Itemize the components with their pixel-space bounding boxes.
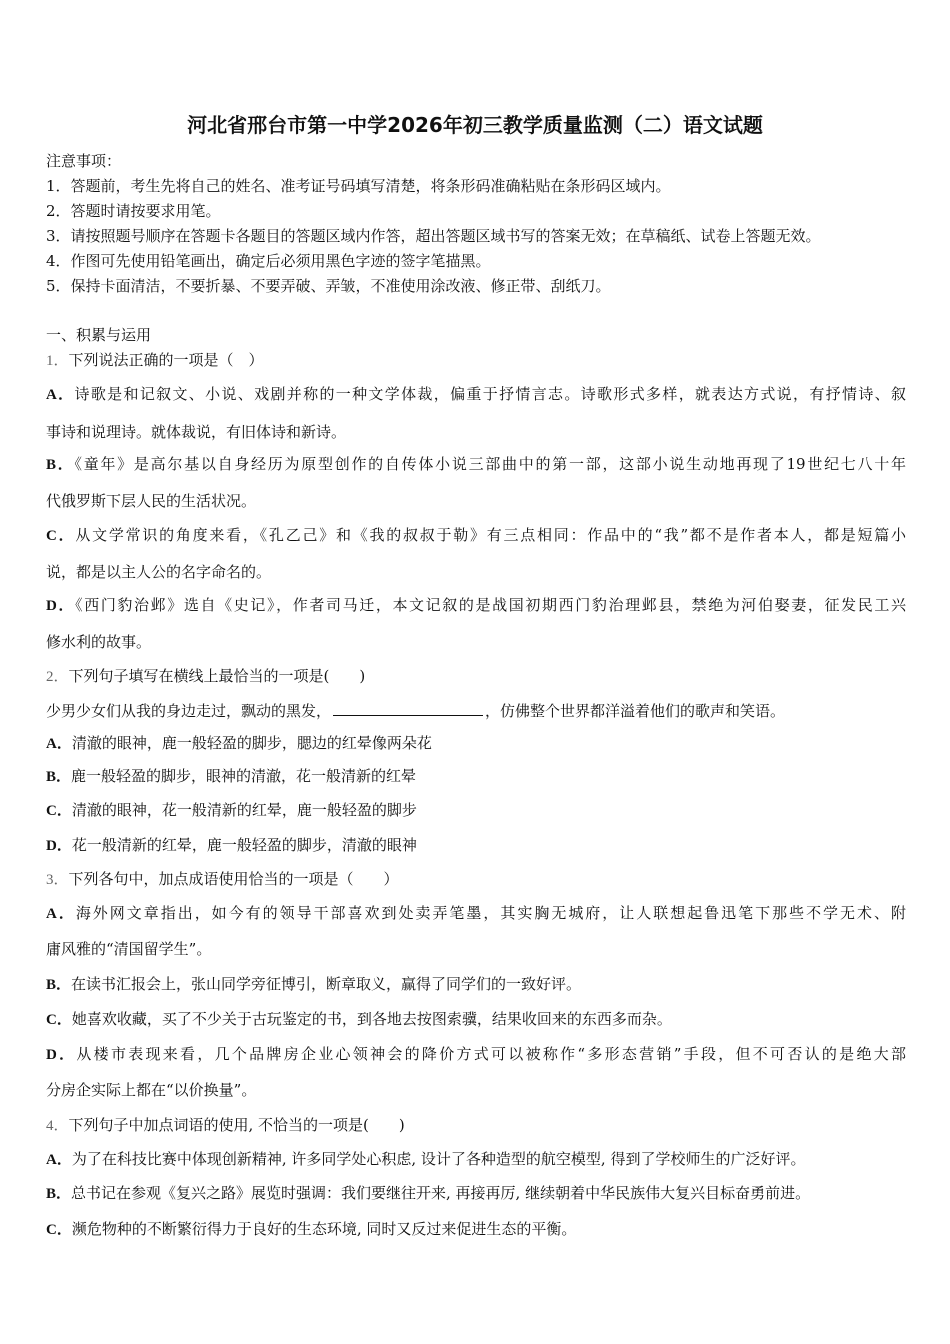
option-text: 她喜欢收藏，买了不少关于古玩鉴定的书，到各地去按图索骥，结果收回来的东西多而杂。 bbox=[71, 1010, 672, 1028]
option-label: B． bbox=[46, 1186, 72, 1202]
option-label: C． bbox=[46, 1222, 72, 1238]
question-number: 2． bbox=[46, 669, 69, 685]
option-text: 总书记在参观《复兴之路》展览时强调：我们要继往开来, 再接再厉, 继续朝着中华民族伟大复兴目标奋勇前进。 bbox=[71, 1184, 811, 1202]
option-text: 清澈的眼神，花一般清新的红晕，鹿一般轻盈的脚步 bbox=[71, 801, 417, 819]
question-number: 3． bbox=[46, 872, 69, 888]
question-text: 下列各句中，加点成语使用恰当的一项是（ ） bbox=[68, 870, 399, 888]
sentence-after: ，仿佛整个世界都洋溢着他们的歌声和笑语。 bbox=[485, 702, 786, 720]
option-label: D． bbox=[46, 1047, 77, 1063]
option-d bbox=[46, 836, 417, 855]
question-2-sentence bbox=[46, 701, 785, 720]
notice-item: 3．请按照题号顺序在答题卡各题目的答题区域内作答，超出答题区域书写的答案无效；在草稿纸、试卷上答题无效。 bbox=[46, 227, 821, 245]
question-number: 1． bbox=[46, 353, 69, 369]
notice-item: 5．保持卡面清洁，不要折暴、不要弄破、弄皱，不准使用涂改液、修正带、刮纸刀。 bbox=[46, 277, 611, 295]
option-label: C． bbox=[46, 528, 76, 544]
section-heading: 一、积累与运用 bbox=[46, 326, 152, 344]
option-label: A． bbox=[46, 1152, 72, 1168]
option-text: 花一般清新的红晕，鹿一般轻盈的脚步，清澈的眼神 bbox=[71, 836, 417, 854]
option-label: A． bbox=[46, 736, 72, 752]
option-c bbox=[46, 526, 906, 545]
option-d-cont: 分房企实际上都在“以价换量”。 bbox=[46, 1081, 257, 1099]
option-text: 海外网文章指出，如今有的领导干部喜欢到处卖弄笔墨，其实胸无城府，让人联想起鲁迅笔下那些不学无术、附 bbox=[75, 904, 906, 922]
option-a bbox=[46, 385, 906, 404]
option-text: 诗歌是和记叙文、小说、戏剧并称的一种文学体裁，偏重于抒情言志。诗歌形式多样，就表达方式说，有抒情诗、叙 bbox=[74, 385, 906, 403]
question-text: 下列句子中加点词语的使用, 不恰当的一项是( ) bbox=[68, 1116, 405, 1134]
option-label: A． bbox=[46, 906, 76, 922]
option-a-cont: 事诗和说理诗。就体裁说，有旧体诗和新诗。 bbox=[46, 423, 347, 441]
option-label: D． bbox=[46, 598, 76, 614]
notice-item: 4．作图可先使用铅笔画出，确定后必须用黑色字迹的签字笔描黑。 bbox=[46, 252, 491, 270]
option-b bbox=[46, 1184, 810, 1203]
sentence-before: 少男少女们从我的身边走过，飘动的黑发， bbox=[46, 702, 332, 720]
fill-blank bbox=[333, 701, 483, 716]
option-label: B． bbox=[46, 977, 72, 993]
option-b bbox=[46, 455, 906, 474]
option-text: 从楼市表现来看，几个品牌房企业心领神会的降价方式可以被称作“多形态营销”手段，但不可否认的是绝大部 bbox=[76, 1045, 906, 1063]
option-b-cont: 代俄罗斯下层人民的生活状况。 bbox=[46, 492, 257, 510]
question-3-stem bbox=[46, 870, 399, 889]
page-title: 河北省邢台市第一中学2026年初三教学质量监测（二）语文试题 bbox=[187, 113, 763, 137]
option-d bbox=[46, 596, 906, 615]
option-a bbox=[46, 734, 432, 753]
notice-item: 2．答题时请按要求用笔。 bbox=[46, 202, 221, 220]
option-label: B． bbox=[46, 457, 75, 473]
option-text: 《童年》是高尔基以自身经历为原型创作的自传体小说三部曲中的第一部，这部小说生动地再现了19世纪七八十年 bbox=[74, 455, 907, 473]
question-text: 下列说法正确的一项是（ ） bbox=[68, 351, 264, 369]
option-b bbox=[46, 975, 581, 994]
option-text: 《西门豹治邺》选自《史记》，作者司马迁，本文记叙的是战国初期西门豹治理邺县，禁绝为河伯娶妻，征发民工兴 bbox=[75, 596, 906, 614]
option-b bbox=[46, 767, 416, 786]
option-a-cont: 庸风雅的“清国留学生”。 bbox=[46, 940, 212, 958]
option-label: C． bbox=[46, 803, 72, 819]
option-text: 濒危物种的不断繁衍得力于良好的生态环境, 同时又反过来促进生态的平衡。 bbox=[71, 1220, 577, 1238]
option-label: D． bbox=[46, 838, 72, 854]
option-text: 在读书汇报会上，张山同学旁征博引，断章取义，赢得了同学们的一致好评。 bbox=[71, 975, 582, 993]
option-text: 从文学常识的角度来看，《孔乙己》和《我的叔叔于勒》有三点相同：作品中的“我”都不是作者本人，都是短篇小 bbox=[75, 526, 907, 544]
notice-heading: 注意事项： bbox=[46, 152, 122, 170]
option-text: 为了在科技比赛中体现创新精神, 许多同学处心积虑, 设计了各种造型的航空模型, 得到了学校师生的广泛好评。 bbox=[71, 1150, 806, 1168]
option-label: C． bbox=[46, 1012, 72, 1028]
option-a bbox=[46, 1150, 805, 1169]
option-d-cont: 修水利的故事。 bbox=[46, 633, 152, 651]
option-text: 清澈的眼神，鹿一般轻盈的脚步，腮边的红晕像两朵花 bbox=[71, 734, 432, 752]
option-c bbox=[46, 1220, 576, 1239]
option-label: A． bbox=[46, 387, 75, 403]
question-1-stem bbox=[46, 351, 264, 370]
option-d bbox=[46, 1045, 906, 1064]
notice-item: 1．答题前，考生先将自己的姓名、准考证号码填写清楚，将条形码准确粘贴在条形码区域内。 bbox=[46, 177, 671, 195]
option-label: B． bbox=[46, 769, 72, 785]
option-c bbox=[46, 1010, 672, 1029]
question-number: 4． bbox=[46, 1118, 69, 1134]
question-2-stem bbox=[46, 667, 365, 686]
question-text: 下列句子填写在横线上最恰当的一项是( ) bbox=[68, 667, 366, 685]
option-c bbox=[46, 801, 417, 820]
option-a bbox=[46, 904, 906, 923]
option-c-cont: 说，都是以主人公的名字命名的。 bbox=[46, 563, 272, 581]
question-4-stem bbox=[46, 1116, 405, 1135]
option-text: 鹿一般轻盈的脚步，眼神的清澈，花一般清新的红晕 bbox=[71, 767, 417, 785]
